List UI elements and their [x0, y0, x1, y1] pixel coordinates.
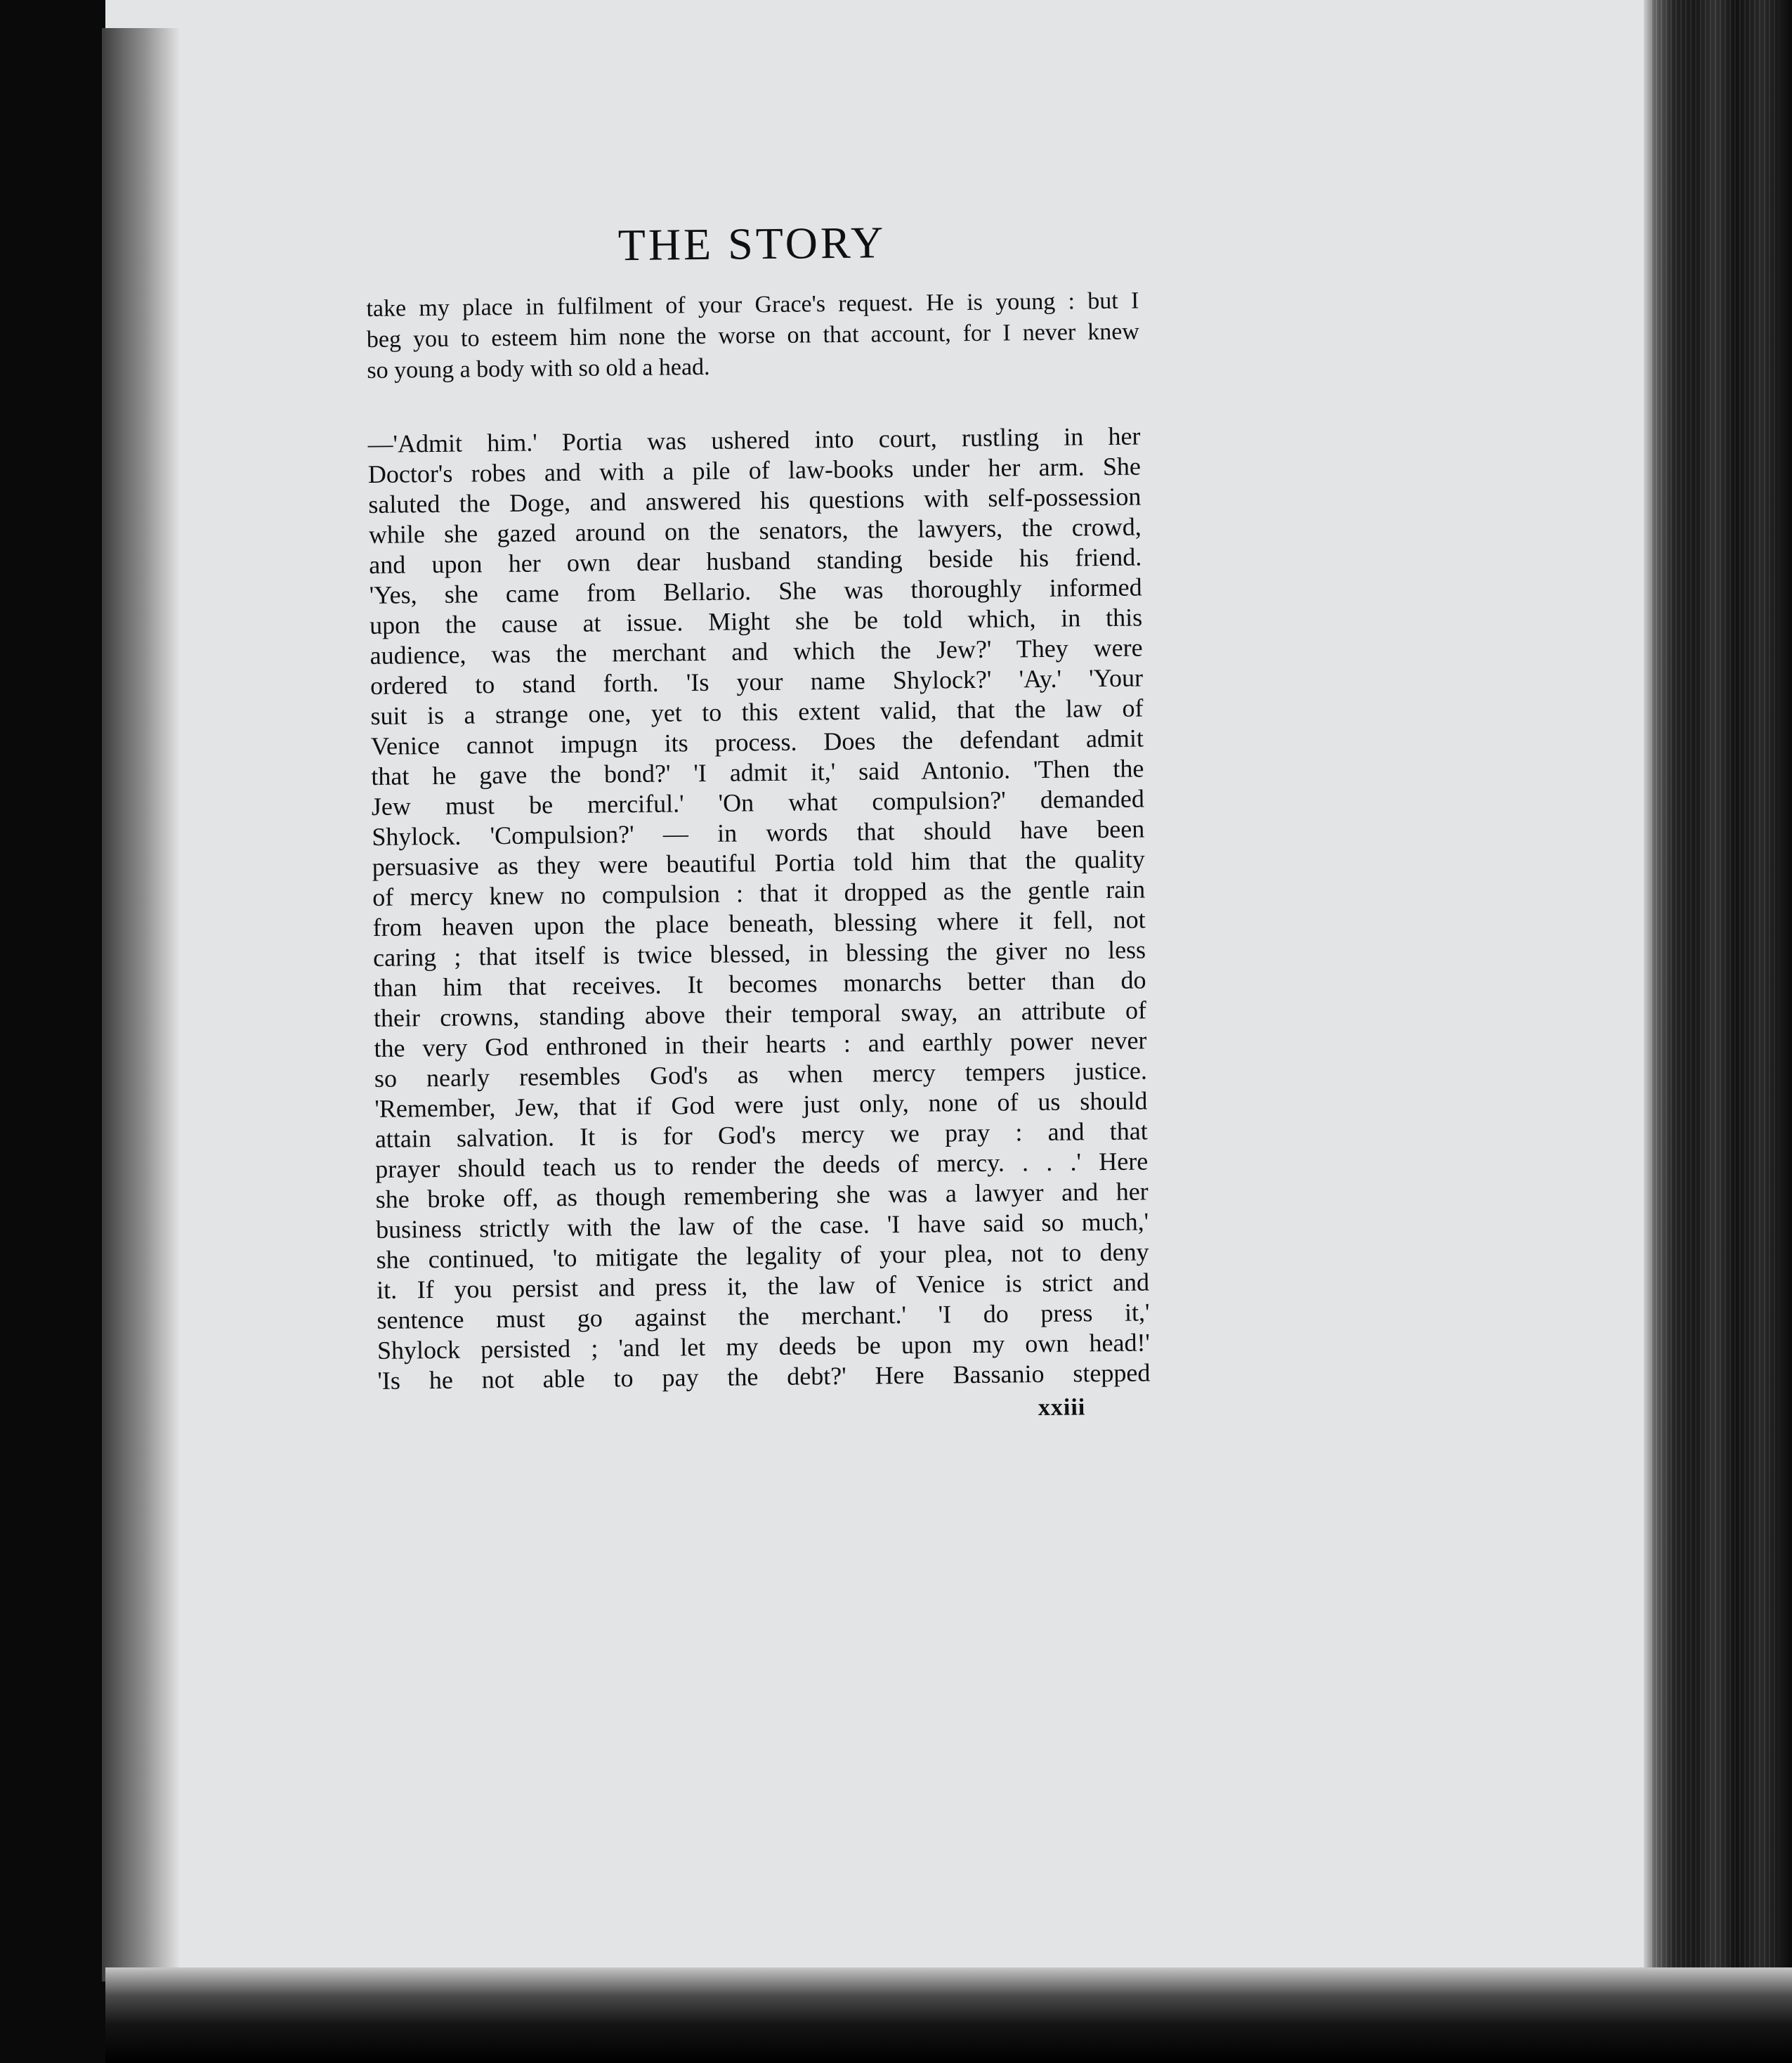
- text-line: business strictly with the law of the case. 'I have said so much,': [375, 1207, 1149, 1244]
- text-block: [365, 202, 1179, 1447]
- text-line: persuasive as they were beautiful Portia told him that the quality: [372, 845, 1145, 881]
- text-line: than him that receives. It becomes monarchs better than do: [373, 965, 1146, 1002]
- text-line: the very God enthroned in their hearts : and earthly power never: [374, 1026, 1147, 1062]
- text-line: take my place in fulfilment of your Grace's request. He is young : but I: [366, 287, 1139, 322]
- text-line: ordered to stand forth. 'Is your name Shylock?' 'Ay.' 'Your: [369, 663, 1144, 700]
- text-line: that he gave the bond?' 'I admit it,' said Antonio. 'Then the: [371, 754, 1144, 790]
- text-line: caring ; that itself is twice blessed, in blessing the giver no less: [372, 935, 1146, 972]
- text-line: Jew must be merciful.' 'On what compulsion?' demanded: [371, 784, 1145, 821]
- text-line: 'Is he not able to pay the debt?' Here Bassanio stepped: [377, 1358, 1151, 1395]
- text-line: 'Yes, she came from Bellario. She was thoroughly informed: [369, 573, 1142, 609]
- scan-background-left: [0, 0, 105, 2063]
- text-line: and upon her own dear husband standing beside his friend.: [369, 542, 1142, 579]
- text-line: she broke off, as though remembering she was a lawyer and her: [375, 1177, 1149, 1213]
- page-number: xxiii: [1038, 1394, 1086, 1421]
- text-line: audience, was the merchant and which the Jew?' They were: [369, 633, 1143, 670]
- text-line: 'Remember, Jew, that if God were just only, none of us should: [374, 1086, 1148, 1123]
- text-line: while she gazed around on the senators, the lawyers, the crowd,: [368, 512, 1142, 549]
- text-line: —'Admit him.' Portia was ushered into court, rustling in her: [367, 422, 1141, 458]
- text-line: prayer should teach us to render the deeds of mercy. . . .' Here: [375, 1147, 1149, 1183]
- text-line: she continued, 'to mitigate the legality of your plea, not to deny: [376, 1237, 1149, 1274]
- text-line: of mercy knew no compulsion : that it dropped as the gentle rain: [372, 875, 1146, 911]
- text-line: suit is a strange one, yet to this extent valid, that the law of: [370, 694, 1144, 730]
- text-line: sentence must go against the merchant.' 'I do press it,': [377, 1298, 1150, 1334]
- text-line: beg you to esteem him none the worse on that account, for I never knew: [366, 318, 1140, 353]
- text-line: Doctor's robes and with a pile of law-books under her arm. She: [367, 452, 1142, 488]
- text-line: from heaven upon the place beneath, blessing where it fell, not: [372, 905, 1146, 942]
- text-line: so young a body with so old a head.: [367, 353, 710, 384]
- text-line: Shylock persisted ; 'and let my deeds be upon my own head!': [377, 1328, 1151, 1365]
- page-title: THE STORY: [617, 217, 887, 271]
- page-edges-texture: [1651, 0, 1777, 2063]
- text-line: saluted the Doge, and answered his questions with self-possession: [368, 482, 1142, 519]
- book-edge-bottom: [105, 1967, 1792, 2063]
- text-line: Shylock. 'Compulsion?' — in words that should have been: [372, 814, 1145, 851]
- text-line: attain salvation. It is for God's mercy we pray : and that: [374, 1117, 1148, 1153]
- gutter-shadow: [102, 28, 179, 1981]
- text-line: upon the cause at issue. Might she be told which, in this: [369, 603, 1143, 639]
- text-line: their crowns, standing above their temporal sway, an attribute of: [373, 996, 1147, 1032]
- text-line: so nearly resembles God's as when mercy tempers justice.: [374, 1056, 1148, 1093]
- text-line: Venice cannot impugn its process. Does the defendant admit: [370, 724, 1144, 760]
- text-line: it. If you persist and press it, the law of Venice is strict and: [376, 1268, 1150, 1304]
